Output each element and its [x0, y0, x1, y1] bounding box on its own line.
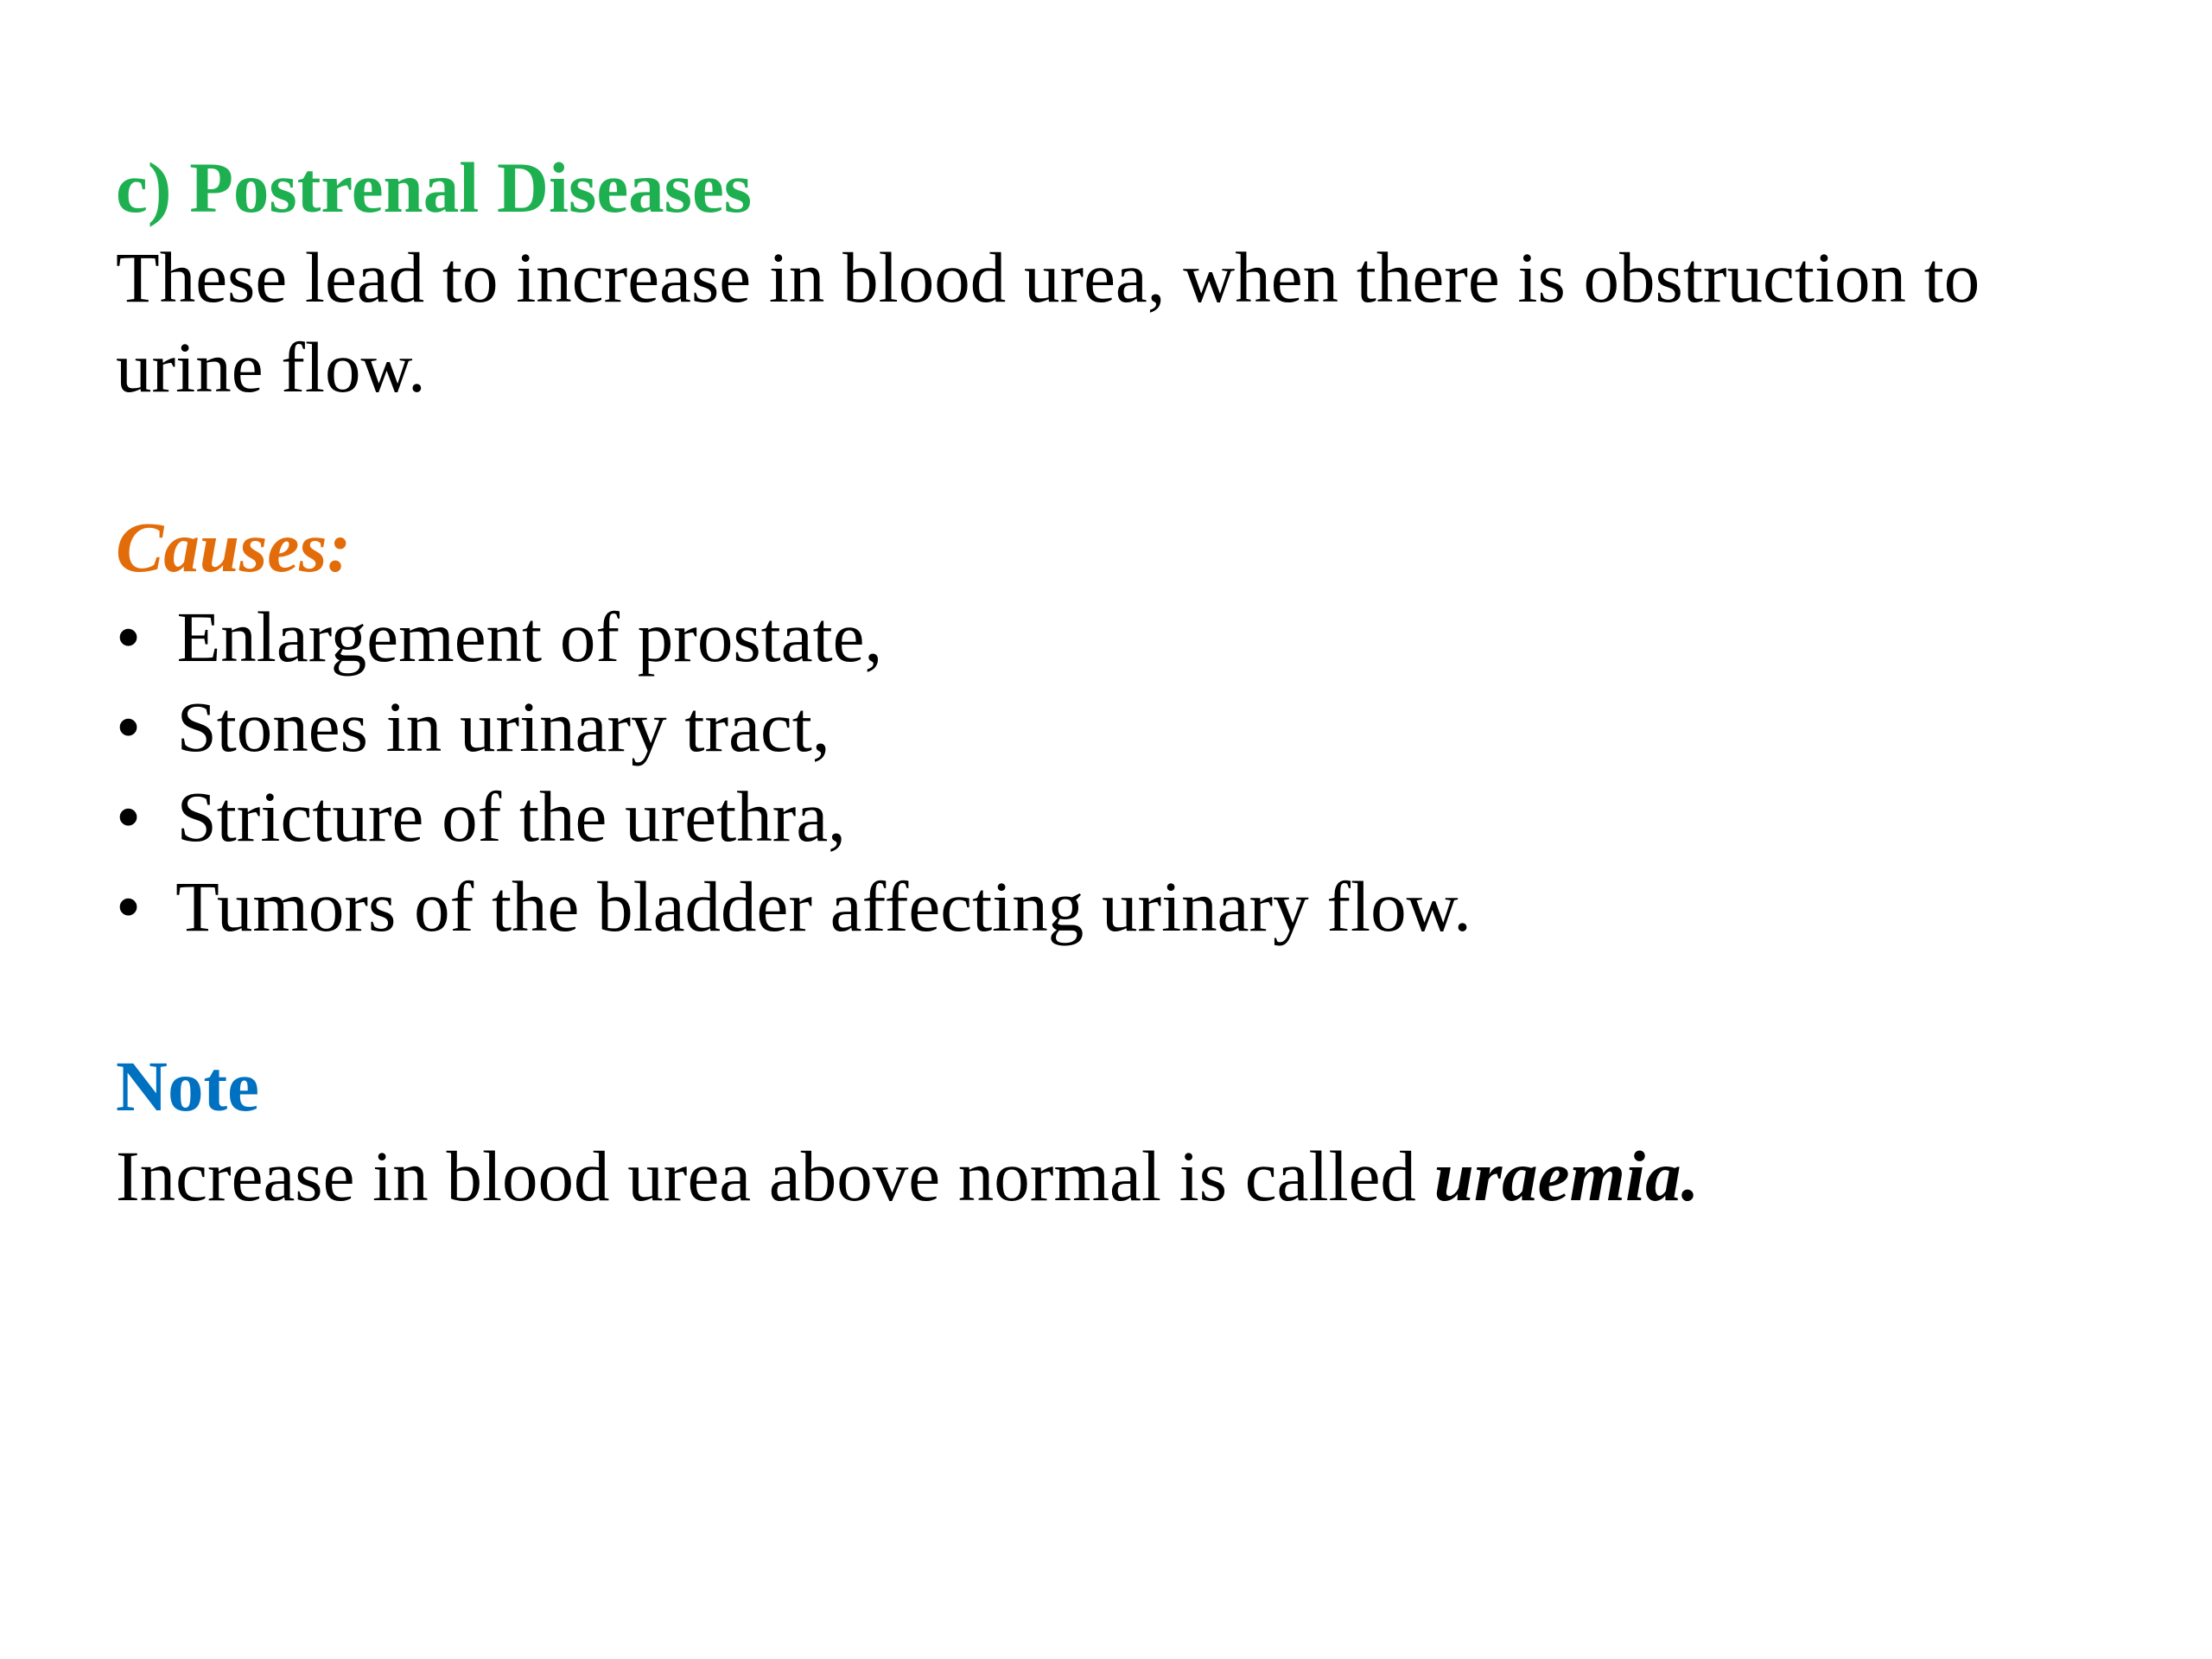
- spacer: [116, 951, 2103, 1041]
- cause-item-label: Enlargement of prostate,: [176, 597, 883, 677]
- cause-item-label: Tumors of the bladder affecting urinary flow.: [175, 867, 1471, 946]
- section-title: c) Postrenal Diseases: [116, 148, 753, 227]
- bullet-icon: •: [116, 777, 159, 856]
- note-text-body: Increase in blood urea above normal is called: [116, 1136, 1434, 1216]
- bullet-icon: •: [116, 867, 159, 946]
- section-description-line-2: urine flow.: [116, 327, 426, 407]
- slide-content: [116, 143, 2103, 1221]
- bullet-icon: •: [116, 597, 159, 677]
- section-description-line-1: These lead to increase in blood urea, when there is obstruction to: [116, 238, 1980, 317]
- cause-list-item: [116, 682, 2103, 772]
- note-term: uraemia.: [1433, 1136, 1700, 1216]
- causes-heading: Causes:: [116, 507, 352, 587]
- spacer: [116, 412, 2103, 502]
- note-text: [116, 1131, 2103, 1221]
- cause-item-label: Stricture of the urethra,: [176, 777, 846, 856]
- bullet-icon: •: [116, 687, 159, 766]
- cause-list-item: [116, 861, 2103, 951]
- cause-list-item: [116, 592, 2103, 682]
- note-heading: Note: [116, 1046, 259, 1126]
- cause-list-item: [116, 772, 2103, 861]
- cause-item-label: Stones in urinary tract,: [176, 687, 830, 766]
